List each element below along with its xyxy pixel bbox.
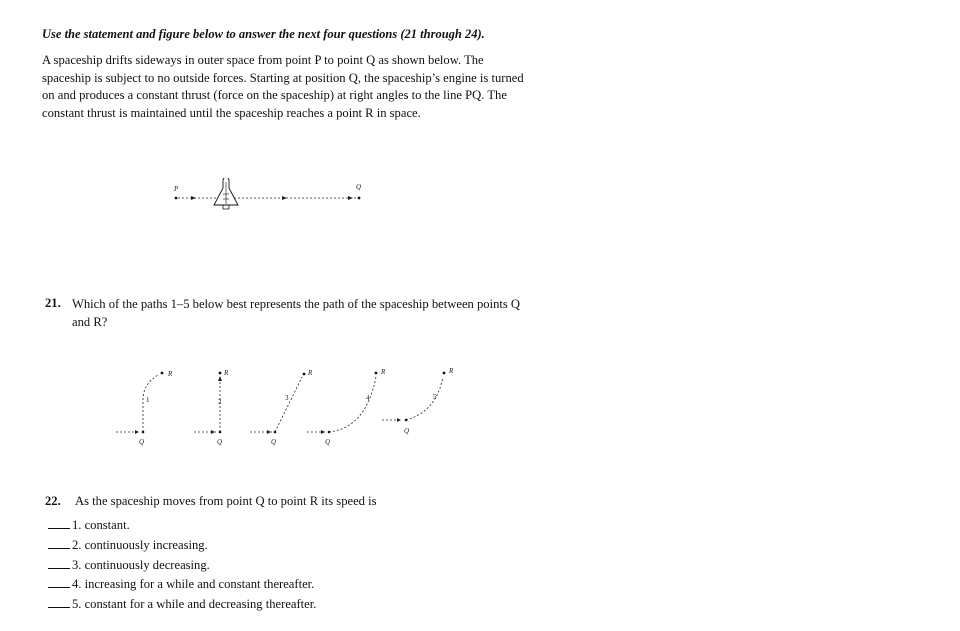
point-p-dot — [175, 197, 178, 200]
question-21-text: Which of the paths 1–5 below best represents the path of the spaceship between points Q and R? — [72, 297, 521, 329]
question-22-number: 22. — [45, 494, 61, 508]
svg-text:Q: Q — [404, 427, 410, 435]
answer-blank-1[interactable] — [48, 518, 70, 529]
figure-label-q: Q — [356, 183, 362, 191]
svg-text:Q: Q — [217, 438, 223, 446]
path-option-2 — [194, 369, 229, 446]
drift-arrow-1 — [191, 196, 196, 200]
svg-text:2: 2 — [218, 398, 222, 406]
path-option-4 — [307, 368, 386, 446]
svg-text:1: 1 — [146, 396, 150, 404]
path-option-3 — [250, 369, 313, 446]
svg-text:Q: Q — [271, 438, 277, 446]
svg-text:R: R — [381, 368, 386, 376]
answer-blank-2[interactable] — [48, 538, 70, 549]
drift-arrow-3 — [348, 196, 353, 200]
path-options-figure — [110, 362, 470, 452]
svg-text:R: R — [308, 369, 313, 377]
instructions-header: Use the statement and figure below to answer the next four questions (21 through 24). — [42, 27, 485, 41]
path-option-1 — [116, 370, 173, 446]
svg-text:R: R — [449, 367, 454, 375]
answer-blank-4[interactable] — [48, 577, 70, 588]
svg-text:Q: Q — [139, 438, 145, 446]
spaceship-figure — [160, 178, 380, 218]
question-21-number: 21. — [45, 296, 61, 310]
svg-text:5: 5 — [433, 393, 437, 401]
path-option-5 — [382, 367, 454, 435]
drift-arrow-2 — [282, 196, 287, 200]
answer-option-3[interactable]: 3. continuously decreasing. — [48, 558, 210, 573]
question-22-text: As the spaceship moves from point Q to point R its speed is — [75, 494, 377, 508]
answer-blank-5[interactable] — [48, 597, 70, 608]
svg-text:Q: Q — [325, 438, 331, 446]
problem-statement: A spaceship drifts sideways in outer space from point P to point Q as shown below. The spaceship is subject to no outside forces. Starting at position Q, the spaceship’s engine is turned on and produces a constant thrust (force on the spaceship) at right angles to the line PQ. The constant thrust is maintained until the spaceship reaches a point R in space. — [42, 53, 524, 120]
answer-option-5[interactable]: 5. constant for a while and decreasing thereafter. — [48, 597, 316, 612]
answer-option-1[interactable]: 1. constant. — [48, 518, 130, 533]
svg-text:R: R — [224, 369, 229, 377]
answer-blank-3[interactable] — [48, 558, 70, 569]
figure-label-p: P — [174, 185, 179, 193]
svg-text:R: R — [168, 370, 173, 378]
point-q-dot — [358, 197, 361, 200]
spaceship-icon — [214, 178, 238, 209]
svg-text:3: 3 — [285, 394, 289, 402]
answer-option-2[interactable]: 2. continuously increasing. — [48, 538, 208, 553]
answer-option-4[interactable]: 4. increasing for a while and constant thereafter. — [48, 577, 314, 592]
svg-text:4: 4 — [366, 394, 370, 402]
